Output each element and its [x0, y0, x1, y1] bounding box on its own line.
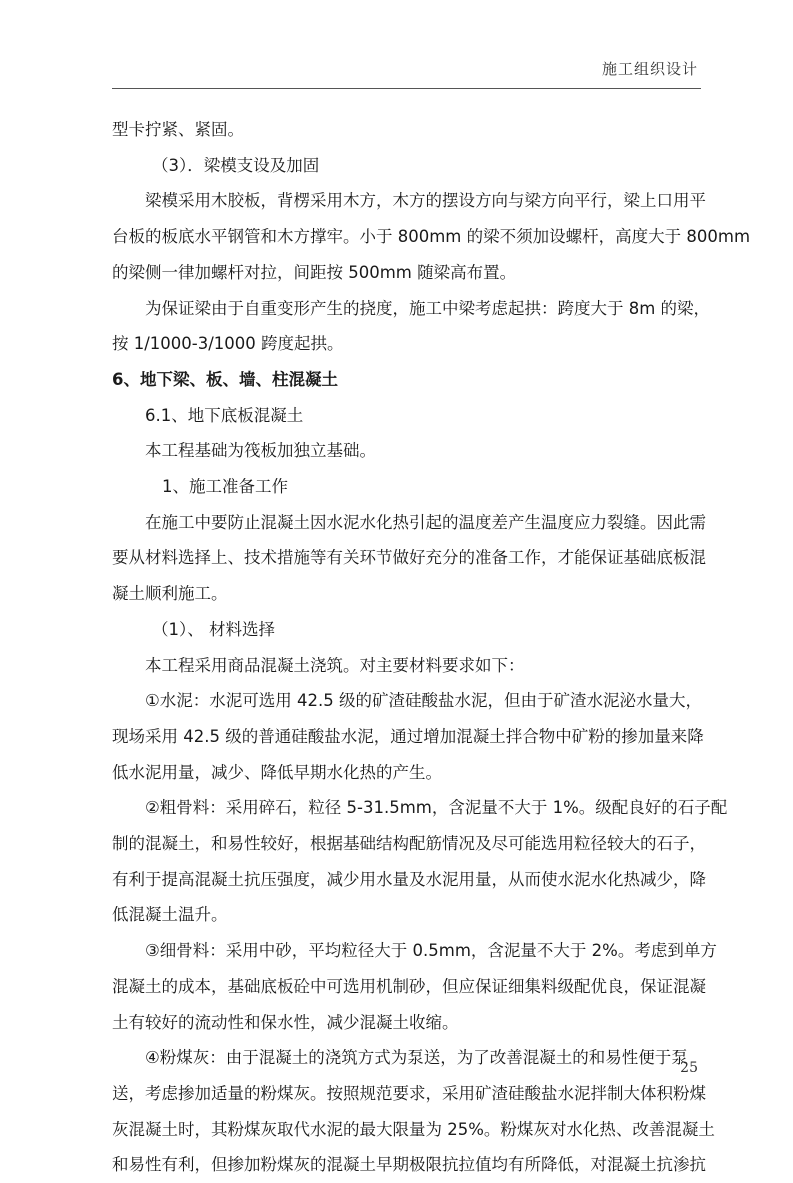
- body-line: ①水泥：水泥可选用 42.5 级的矿渣硅酸盐水泥，但由于矿渣水泥泌水量大，: [145, 691, 703, 711]
- header-title: 施工组织设计: [601, 60, 698, 78]
- body-line: 现场采用 42.5 级的普通硅酸盐水泥，通过增加混凝土拌合物中矿粉的掺加量来降: [112, 726, 704, 746]
- subsection-heading: （3）．梁模支设及加固: [152, 155, 320, 175]
- body-line: 梁模采用木胶板，背楞采用木方，木方的摆设方向与梁方向平行，梁上口用平: [145, 191, 706, 211]
- body-line: 送，考虑掺加适量的粉煤灰。按照规范要求，采用矿渣硅酸盐水泥拌制大体积粉煤: [112, 1083, 706, 1103]
- body-line: 凝土顺利施工。: [112, 584, 228, 604]
- body-line: 本工程采用商品混凝土浇筑。对主要材料要求如下：: [145, 655, 525, 675]
- body-line: 型卡拧紧、紧固。: [112, 120, 244, 139]
- body-line: 本工程基础为筏板加独立基础。: [145, 441, 376, 461]
- subsection-heading: （1）、 材料选择: [152, 619, 275, 639]
- body-line: 在施工中要防止混凝土因水泥水化热引起的温度差产生温度应力裂缝。因此需: [145, 512, 706, 532]
- body-line: ④粉煤灰：由于混凝土的浇筑方式为泵送，为了改善混凝土的和易性便于泵: [145, 1048, 688, 1068]
- body-line: 灰混凝土时，其粉煤灰取代水泥的最大限量为 25%。粉煤灰对水化热、改善混凝土: [112, 1119, 715, 1139]
- body-line: 按 1/1000-3/1000 跨度起拱。: [112, 334, 344, 354]
- body-line: 制的混凝土，和易性较好，根据基础结构配筋情况及尽可能选用粒径较大的石子，: [112, 834, 706, 854]
- document-body: [112, 112, 751, 1183]
- body-line: 台板的板底水平钢管和木方撑牢。小于 800mm 的梁不须加设螺杆，高度大于 800mm: [112, 227, 751, 247]
- body-line: 和易性有利，但掺加粉煤灰的混凝土早期极限抗拉值均有所降低，对混凝土抗渗抗: [112, 1155, 706, 1175]
- subsection-heading: 1、施工准备工作: [162, 477, 288, 497]
- body-line: ③细骨料：采用中砂，平均粒径大于 0.5mm，含泥量不大于 2%。考虑到单方: [145, 941, 717, 961]
- body-line: 有利于提高混凝土抗压强度，减少用水量及水泥用量，从而使水泥水化热减少，降: [112, 869, 706, 889]
- subsection-heading: 6.1、地下底板混凝土: [145, 405, 304, 425]
- body-line: 的梁侧一律加螺杆对拉，间距按 500mm 随梁高布置。: [112, 262, 517, 282]
- header-rule: [112, 88, 701, 89]
- body-line: 土有较好的流动性和保水性，减少混凝土收缩。: [112, 1012, 459, 1032]
- body-line: 要从材料选择上、技术措施等有关环节做好充分的准备工作，才能保证基础底板混: [112, 548, 706, 568]
- body-line: 低水泥用量，减少、降低早期水化热的产生。: [112, 762, 442, 782]
- page-number: 25: [680, 1060, 698, 1076]
- section-heading: 6、地下梁、板、墙、柱混凝土: [112, 369, 338, 389]
- body-line: 混凝土的成本，基础底板砼中可选用机制砂，但应保证细集料级配优良，保证混凝: [112, 976, 706, 996]
- body-line: 为保证梁由于自重变形产生的挠度，施工中梁考虑起拱：跨度大于 8m 的梁，: [145, 298, 711, 318]
- body-line: 低混凝土温升。: [112, 905, 228, 925]
- body-line: ②粗骨料：采用碎石，粒径 5-31.5mm，含泥量不大于 1%。级配良好的石子配: [145, 798, 728, 818]
